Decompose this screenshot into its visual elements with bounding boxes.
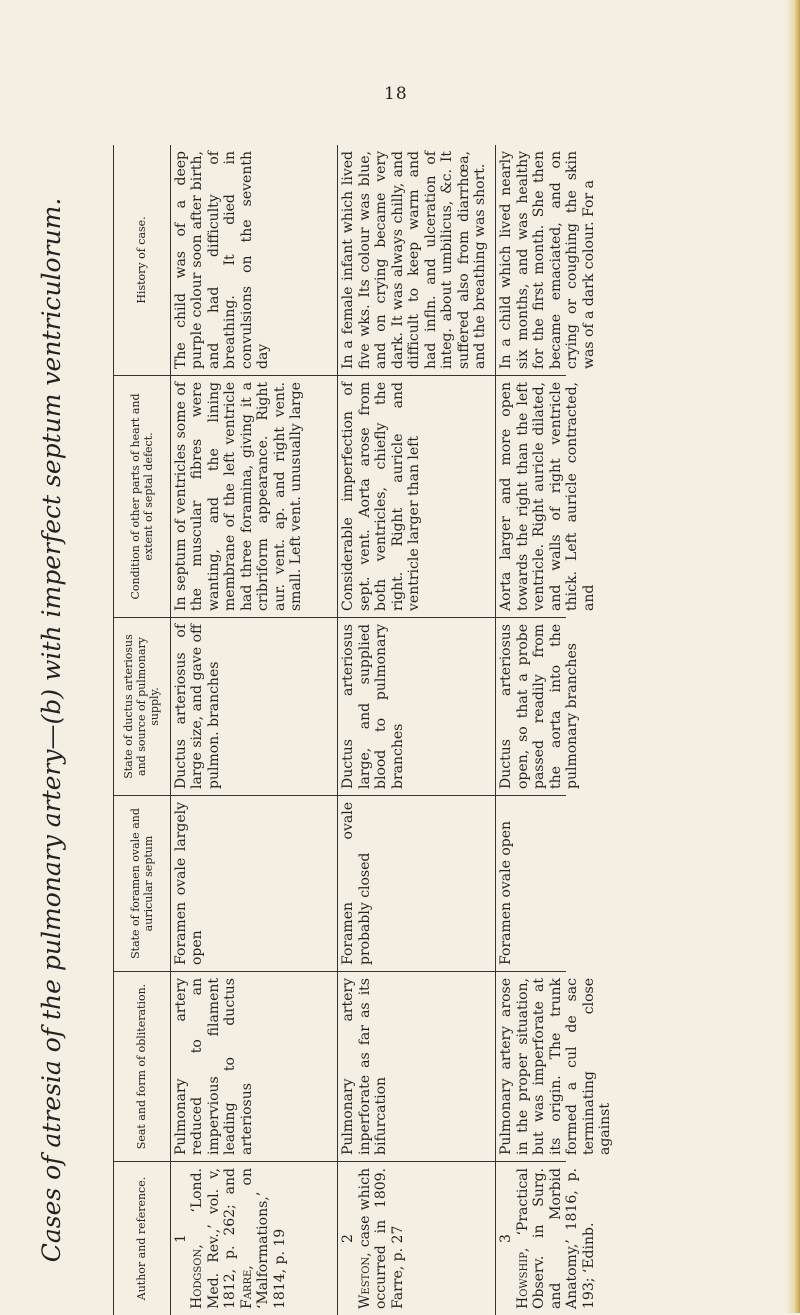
foramen-cell: Foramen ovale probably closed — [338, 796, 495, 972]
author-name-secondary: Farre — [238, 1269, 255, 1309]
header-author: Author and reference. — [135, 1176, 149, 1301]
author-name: Weston — [356, 1256, 373, 1309]
condition-cell: Considerable imperfection of sept. vent. Aorta arose from both ventricles, chiefly the right. Right auricle and ventricle larger than left — [338, 376, 495, 618]
page-number: 18 — [384, 84, 408, 104]
page-edge-strip — [786, 0, 800, 1313]
history-cell: In a female infant which lived five wks. Its colour was blue, and on crying became very dark. It was always chilly, and difficult to keep warm and had infln. and ulceration of integ. about umbilicus, &c. It suffered also from diarrhœa, and the breathing was short. — [338, 145, 495, 376]
header-condition: Condition of other parts of heart and extent of septal defect. — [114, 376, 170, 618]
author-cell — [338, 1162, 495, 1315]
header-ductus: State of ductus arteriosus and source of pulmonary supply. — [114, 618, 170, 796]
table-row — [171, 145, 339, 1315]
author-reference-secondary: , on ‘Malformations,’ 1814, p. 19 — [238, 1168, 288, 1309]
foramen-cell: Foramen ovale largely open — [171, 796, 338, 972]
ductus-cell: Ductus arteriosus of large size, and gave off pulmon. branches — [171, 618, 338, 796]
condition-cell: In septum of ventricles some of the muscular fibres were wanting, and the lining membrane of the left ventricle had three foramina, giving it a cribriform appearance. Right aur. vent. ap. and right vent. small. Left vent. unusually large — [171, 376, 338, 618]
header-foramen: State of foramen ovale and auricular septum — [114, 796, 170, 972]
foramen-cell: Foramen ovale open — [496, 796, 566, 972]
seat-cell: Pulmonary artery inperforate as far as its bifurcation — [338, 972, 495, 1162]
header-history: History of case. — [114, 145, 170, 376]
table-row — [338, 145, 496, 1315]
case-number: 3 — [498, 1234, 515, 1243]
table-row — [496, 145, 614, 1315]
seat-cell: Pulmonary artery arose in the proper situation, but was imperforate at its origin. The trunk formed a cul de sac terminating close against — [496, 972, 566, 1162]
case-number: 1 — [172, 1234, 189, 1243]
author-reference: , ‘Practical Observ. in Surg. and Morbid Anatomy,’ 1816, p. 193; ‘Edinb. — [514, 1168, 597, 1309]
author-reference: , case which occurred in 1809. Farre, p. 27 — [356, 1168, 406, 1309]
author-name: Hodgson — [189, 1248, 206, 1309]
history-cell: The child was of a deep purple colour soon after birth, and had difficulty of breathing. It died in convulsions on the seventh day — [171, 145, 338, 376]
ductus-cell: Ductus arteriosus open, so that a probe passed readily from the aorta into the pulmonary branches — [496, 618, 566, 796]
author-cell — [496, 1162, 597, 1315]
author-reference: , ‘Lond. Med. Rev.,’ vol. v, 1812, p. 262; and — [189, 1168, 239, 1309]
history-cell: In a child which lived nearly six months, and was healthy for the first month. She then became emaciated, and on crying or coughing the skin was of a dark colour. For a — [496, 145, 566, 376]
table-title: Cases of atresia of the pulmonary artery—(b) with imperfect septum ventriculorum. — [37, 197, 66, 1263]
case-number: 2 — [340, 1234, 357, 1243]
author-name: Howship — [514, 1252, 531, 1309]
ductus-cell: Ductus arteriosus large, and supplied blood to pulmonary branches — [338, 618, 495, 796]
cases-table — [113, 145, 614, 1315]
rotated-table-block — [25, 145, 614, 1315]
seat-cell: Pulmonary artery reduced to an impervious filament leading to ductus arteriosus — [171, 972, 338, 1162]
author-cell — [171, 1162, 338, 1315]
table-header-row — [114, 145, 171, 1315]
condition-cell: Aorta larger and more open towards the right than the left ventricle. Right auricle dilated, and walls of right ventricle thick. Left auricle contracted, and — [496, 376, 566, 618]
header-seat: Seat and form of obliteration. — [114, 972, 170, 1162]
